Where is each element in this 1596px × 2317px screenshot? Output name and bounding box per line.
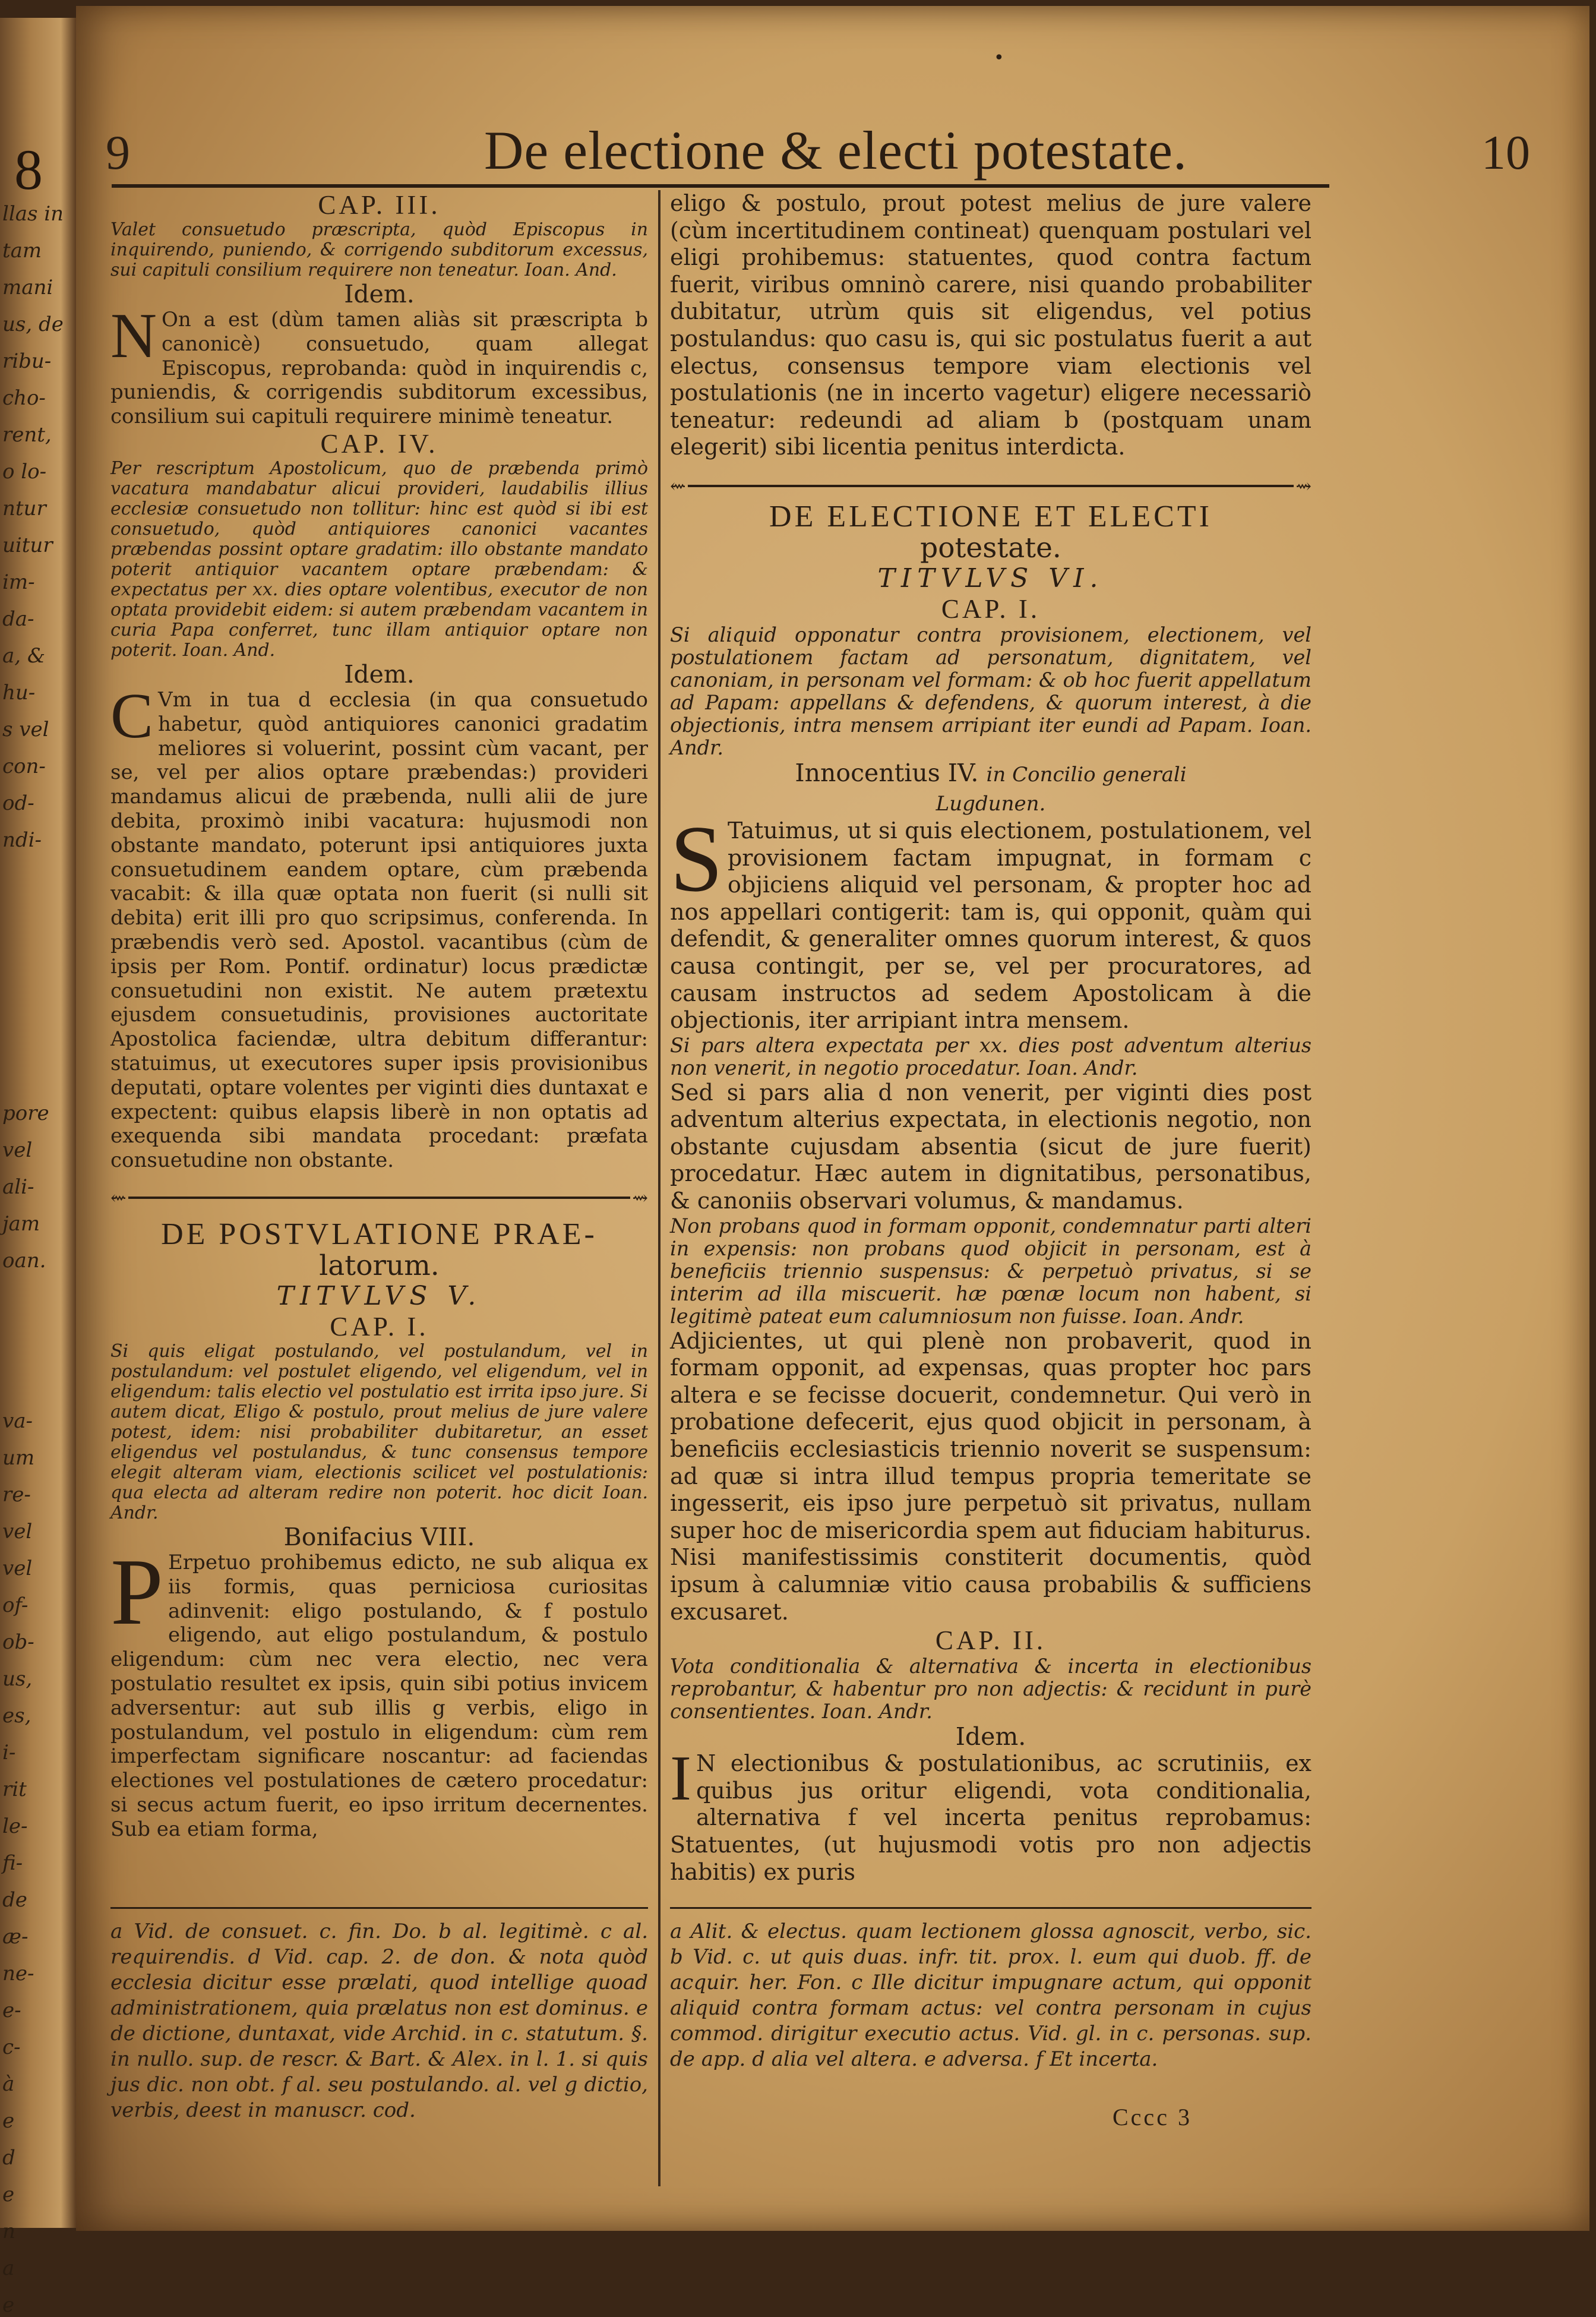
drop-initial: S (670, 805, 723, 911)
margin-fragment: oan. (2, 1249, 46, 1273)
chapter-heading: CAP. I. (941, 594, 1041, 624)
ornament-right-icon: ⇝ (632, 1186, 648, 1209)
margin-fragment: e- (2, 1999, 21, 2022)
footnote-rule (110, 1907, 648, 1909)
margin-fragment: e (2, 2183, 15, 2206)
margin-fragment: tam (2, 239, 42, 263)
chapter-text: I N electionibus & postulationibus, ac scrutiniis, ex quibus jus oritur eligendi, vota conditionalia, alternativa f vel incerta penitus reprobamus: Statuentes, (ut hujusmodi votis pro non adjectis habitis) ex puris (670, 1743, 1311, 1885)
margin-fragment: um (2, 1446, 35, 1470)
page-mark: • (994, 48, 1004, 68)
chapter-text: N On a est (dùm tamen aliàs sit præscripta b canonicè) consuetudo, quam allegat Episcopus, reprobanda: quòd in inquirendis c, puniendis, & corrigendis subditorum excessibus, consilium sui capituli requirere minimè teneatur. (110, 301, 648, 429)
chapter-author: Idem. (344, 659, 415, 689)
book-page (76, 6, 1589, 2231)
chapter-summary: Vota conditionalia & alternativa & incerta in electionibus reprobantur, & habentur pro non adjectis: & recidunt in purè consentientes. Ioan. Andr. (670, 1655, 1311, 1723)
margin-fragment: llas in (2, 202, 64, 226)
margin-fragment: ndi- (2, 828, 42, 852)
margin-fragment: o lo- (2, 460, 47, 484)
margin-fragment: a, & (2, 644, 46, 668)
margin-fragment: vel (2, 1557, 33, 1580)
margin-fragment: ali- (2, 1175, 34, 1199)
margin-fragment: a (2, 2256, 15, 2280)
margin-fragment: hu- (2, 681, 36, 705)
ornament-right-icon: ⇝ (1295, 474, 1311, 497)
ornament-left-icon: ⇜ (670, 474, 686, 497)
chapter-heading: CAP. II. (935, 1625, 1047, 1656)
title-heading-cont: potestate. (920, 531, 1061, 564)
margin-fragment: c- (2, 2035, 21, 2059)
margin-fragment: jam (2, 1212, 40, 1236)
chapter-heading: CAP. III. (318, 190, 441, 220)
running-title: De electione & electi potestate. (483, 120, 1188, 181)
left-page-number: 9 (106, 125, 130, 179)
chapter-summary: Si quis eligat postulando, vel postulandum, vel in postulandum: vel postulet eligendo, vel eligendum, vel in eligendum: talis electio vel postulatio est irrita ipso jure. Si autem dicat, Eligo & postulo, prout melius de jure valere potest, idem: nisi probabiliter dubitaretur, an esset eligendus vel postulandus, & tunc consensus tempore elegit alteram viam, electionis scilicet vel postulationis: qua electa ad alteram redire non poterit. hoc dicit Ioan. Andr. (110, 1340, 648, 1523)
chapter-summary: Valet consuetudo præscripta, quòd Episcopus in inquirendo, puniendo, & corrigendo subditorum excessus, sui capituli consilium requirere non teneatur. Ioan. And. (110, 219, 648, 280)
margin-fragment: s vel (2, 718, 49, 741)
title-heading-cont: latorum. (319, 1249, 440, 1282)
section-ornament (110, 1186, 648, 1210)
title-heading: DE POSTVLATIONE PRAE- (161, 1217, 598, 1251)
running-header (106, 107, 1566, 184)
margin-fragment: le- (2, 1814, 28, 1838)
section-ornament (670, 474, 1311, 498)
drop-initial: I (670, 1743, 691, 1814)
chapter-author: Idem. (344, 280, 415, 308)
chapter-heading: CAP. I. (330, 1311, 429, 1341)
chapter-text: Adjicientes, ut qui plenè non probaverit, quod in formam opponit, ad expensas, quas propter hoc pars altera e se fecisse docuerit, condemnetur. Qui verò in probatione defecerit, ejus quod objicit in personam, à beneficiis ecclesiasticis triennio noverit se suspensum: ad quæ si intra illud tempus propria temeritate se ingesserit, eis ipso jure perpetuò sit privatus, nullam super hoc de misericordia spem aut fiduciam habiturus. Nisi manifestissimis constiterit documentis, quòd ipsum à calumniæ vitio causa probabilis & sufficiens excusaret. (670, 1327, 1311, 1625)
margin-fragment: mani (2, 276, 53, 299)
margin-fragment: con- (2, 755, 46, 778)
margin-fragment: da- (2, 607, 34, 631)
margin-fragment: ntur (2, 497, 46, 520)
margin-fragment: à (2, 2072, 15, 2096)
right-column (670, 190, 1311, 1886)
chapter-text: Sed si pars alia d non venerit, per viginti dies post adventum alterius expectata, in electionis negotio, non obstante cujusdam absentia (sicut de jure fuerit) procedatur. Hæc autem in dignitatibus, personatibus, & canoniis observari volumus, & mandamus. (670, 1079, 1311, 1214)
margin-fragment: od- (2, 791, 34, 815)
margin-fragment: fi- (2, 1851, 23, 1875)
drop-initial: P (110, 1538, 163, 1644)
margin-fragment: rent, (2, 423, 52, 447)
titulus-label: TITVLVS V. (276, 1280, 482, 1311)
margin-fragment: uitur (2, 534, 53, 557)
margin-fragment: rit (2, 1778, 27, 1801)
margin-fragment: im- (2, 570, 35, 594)
signature-mark: Cccc 3 (1113, 2104, 1192, 2130)
header-rule (112, 184, 1329, 188)
margin-fragment: vel (2, 1138, 33, 1162)
drop-initial: C (110, 680, 154, 752)
margin-fragment: va- (2, 1409, 33, 1433)
margin-fragment: ne- (2, 1962, 34, 1985)
margin-fragment: n (2, 2220, 15, 2243)
margin-fragment: re- (2, 1483, 31, 1507)
chapter-summary: Si aliquid opponatur contra provisionem, electionem, vel postulationem factam ad personatum, dignitatem, vel canoniam, in personam vel formam: & ob hoc fuerit appellatum ad Papam: appellans & defendens, & quorum interest, à die objectionis, intra mensem arripiant iter eundi ad Papam. Ioan. Andr. (670, 623, 1311, 759)
column-divider (658, 190, 660, 2186)
chapter-text: S Tatuimus, ut si quis electionem, postulationem, vel provisionem factam impugnat, in formam c objiciens aliquid vel personam, & propter hoc ad nos appellari contigerit: tam is, qui opponit, quàm qui defendit, & generaliter omnes quorum interest, & quos causa contingit, per se, vel per procuratores, ad causam instructos ad sedem Apostolicam à die objectionis, iter arripiant intra mensem. (670, 805, 1311, 1034)
chapter-summary: Per rescriptum Apostolicum, quo de præbenda primò vacatura mandabatur alicui provideri, laudabilis illius ecclesiæ consuetudo non tollitur: hinc est quòd si ibi est consuetudo, quòd antiquiores canonici vacantes præbendas possint optare gradatim: illo obstante mandato poterit antiquior vacantem optare præbendam: & expectatus per xx. dies optare volentibus, executor de non optata providebit eidem: si autem præbendam vacantem in curia Papa conferret, tunc illam antiquior optare non poterit. Ioan. And. (110, 457, 648, 661)
gloss: Si pars altera expectata per xx. dies post adventum alterius non venerit, in negotio procedatur. Ioan. Andr. (670, 1033, 1311, 1079)
right-page-number: 10 (1481, 125, 1530, 179)
previous-page-edge (0, 18, 76, 2317)
chapter-author: Innocentius IV. in Concilio generali (795, 758, 1187, 787)
footnotes-left: a Vid. de consuet. c. fin. Do. b al. legitimè. c al. requirendis. d Vid. cap. 2. de don. & nota quòd ecclesia dicitur esse prælati, quod intellige quoad administrationem, quia prælatus non est dominus. e de dictione, duntaxat, vide Archid. in c. statutum. §. in nullo. sup. de rescr. & Bart. & Alex. in l. 1. si quis jus dic. non obt. f al. seu postulando. al. vel g dictio, verbis, deest in manuscr. cod. (110, 1920, 648, 2122)
margin-fragment: de (2, 1888, 27, 1912)
margin-fragment: e (2, 2109, 15, 2133)
chapter-text: C Vm in tua d ecclesia (in qua consuetudo habetur, quòd antiquiores canonici gradatim meliores si voluerint, possint cùm vacant, per se, vel per alios optare præbendas:) provideri mandamus alicui de præbenda, nulli alii de jure debita, proximò inibi vacatura: hujusmodi non obstante mandato, poterunt ipsi antiquiores juxta consuetudinem eandem optare, cùm præbenda vacabit: & illa quæ optata non fuerit (si nulli sit debita) erit illi pro quo scripsimus, conferenda. In præbendis verò sed. Apostol. vacantibus (cùm de ipsis per Rom. Pontif. ordinatur) locus prædictæ consuetudini non existit. Ne autem prætextu ejusdem consuetudinis, provisiones auctoritate Apostolica faciendæ, ultra debitum differantur: statuimus, ut executores super ipsis provisionibus deputati, optare volentes per viginti dies duntaxat e expectent: quibus elapsis liberè in non optatis ad exequenda sibi mandata procedant: præfata consuetudine non obstante. (110, 680, 648, 1173)
margin-fragment: i- (2, 1741, 16, 1764)
titulus-label: TITVLVS VI. (877, 563, 1104, 594)
chapter-text-continued: eligo & postulo, prout potest melius de jure valere (cùm incertitudinem contineat) quenquam postulari vel eligi prohibemus: statuentes, quod contra factum fuerit, viribus omninò carere, nisi quando probabiliter dubitatur, utrùm quis sit eligendus, vel potius postulandus: quo casu is, qui sic postulatus fuerit a aut electus, consensus tempore viam electionis vel postulationis (ne in incerto vagetur) eligere necessariò teneatur: redeundi ad aliam b (postquam unam elegerit) sibi licentia penitus interdicta. (670, 190, 1311, 460)
margin-fragment: ob- (2, 1630, 34, 1654)
margin-fragment: us, (2, 1667, 33, 1691)
drop-initial: N (110, 301, 157, 371)
margin-fragment: us, de (2, 312, 64, 336)
chapter-heading: CAP. IV. (320, 428, 438, 459)
margin-fragment: e (2, 2293, 15, 2317)
margin-fragment: ribu- (2, 349, 52, 373)
gloss: Non probans quod in formam opponit, condemnatur parti alteri in expensis: non probans quod objicit in personam, est à beneficiis triennio suspensus: & perpetuò privatus, si se interim ad illa miscuerit. hæ pœnæ locum non habent, si legitimè pateat eum calumniosum non fuisse. Ioan. Andr. (670, 1214, 1311, 1328)
chapter-text: P Erpetuo prohibemus edicto, ne sub aliqua ex iis formis, quas perniciosa curiositas adinvenit: eligo postulando, & f postulo eligendo, aut eligo postulandum, & postulo eligendum: cùm nec vera electio, nec vera postulatio resultet ex ipsis, quin sibi potius invicem adversentur: aut sub illis g verbis, eligo in postulandum, vel postulo in eligendum: cùm rem imperfectam significare noscantur: ad faciendas electiones vel postulationes de cætero procedatur: si secus actum fuerit, eo ipso irritum decernentes. Sub ea etiam forma, (110, 1538, 648, 1841)
margin-fragment: d (2, 2146, 15, 2170)
title-heading: DE ELECTIONE ET ELECTI (769, 499, 1212, 534)
margin-fragment: vel (2, 1520, 33, 1543)
margin-fragment: æ- (2, 1925, 29, 1949)
margin-fragment: of- (2, 1593, 29, 1617)
left-column (110, 190, 648, 1841)
margin-fragment: es, (2, 1704, 31, 1728)
footnotes-right: a Alit. & electus. quam lectionem glossa agnoscit, verbo, sic. b Vid. c. ut quis duas. infr. tit. prox. l. eum qui duob. ff. de acquir. her. Fon. c Ille dicitur impugnare actum, qui opponit aliquid contra formam actus: vel contra personam in cujus commod. dirigitur executio actus. Vid. gl. in c. personas. sup. de app. d alia vel altera. e adversa. f Et incerta. (670, 1920, 1311, 2071)
footnote-rule (670, 1907, 1311, 1909)
chapter-author: Bonifacius VIII. (283, 1522, 475, 1551)
chapter-place: Lugdunen. (936, 791, 1046, 816)
chapter-author: Idem. (955, 1722, 1026, 1751)
previous-page-number: 8 (14, 138, 43, 201)
margin-fragment: cho- (2, 386, 46, 410)
margin-fragment: pore (2, 1101, 49, 1125)
ornament-left-icon: ⇜ (110, 1186, 127, 1209)
